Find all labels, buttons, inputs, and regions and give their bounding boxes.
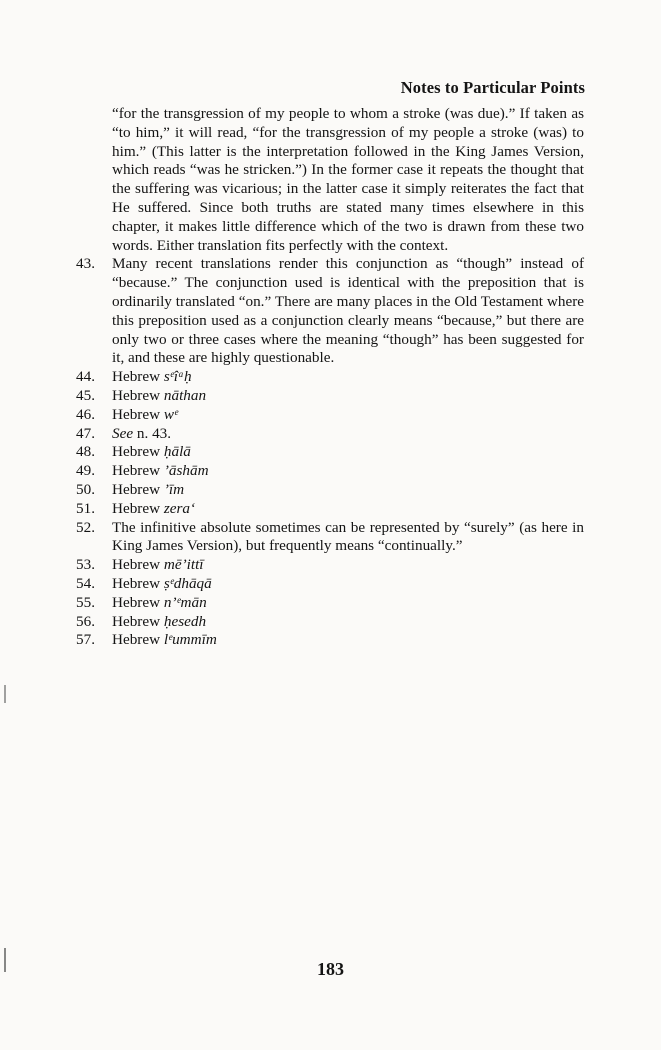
note-56 bbox=[76, 613, 584, 632]
hebrew-term: n’ᵉmān bbox=[163, 593, 207, 611]
note-52 bbox=[76, 519, 584, 557]
page-edge-mark bbox=[4, 948, 6, 972]
note-prefix: Hebrew bbox=[112, 499, 164, 517]
note-prefix: Hebrew bbox=[112, 462, 164, 480]
hebrew-term: sᵉîᵃḥ bbox=[163, 368, 192, 386]
note-text bbox=[112, 387, 584, 406]
note-number: 53. bbox=[76, 556, 95, 574]
note-prefix: Hebrew bbox=[112, 612, 164, 630]
note-text bbox=[112, 481, 584, 500]
hebrew-term: ṣᵉdhāqā bbox=[163, 574, 212, 592]
note-53 bbox=[76, 556, 584, 575]
see-reference: See bbox=[112, 424, 134, 442]
note-number: 55. bbox=[76, 593, 95, 611]
note-number: 43. bbox=[76, 255, 95, 273]
note-prefix: Hebrew bbox=[112, 593, 164, 611]
page-number: 183 bbox=[317, 959, 344, 979]
note-46 bbox=[76, 406, 584, 425]
note-text bbox=[112, 368, 584, 387]
notes-list bbox=[76, 105, 584, 650]
note-55 bbox=[76, 594, 584, 613]
note-text bbox=[112, 575, 584, 594]
note-text: Many recent translations render this conjunction as “though” instead of “because.” The conjunction used is identical with the preposition that is ordinarily translated “on.” There are many places in the Old Testament where this preposition used as a conjunction clearly means “because,” but there are only two or three cases where the meaning “though” has been suggested for it, and these are highly questionable. bbox=[112, 255, 584, 367]
note-number: 57. bbox=[76, 631, 95, 649]
note-prefix: Hebrew bbox=[112, 368, 164, 386]
note-number: 50. bbox=[76, 480, 95, 498]
note-prefix: Hebrew bbox=[112, 405, 164, 423]
note-number: 48. bbox=[76, 443, 95, 461]
note-45 bbox=[76, 387, 584, 406]
note-number: 44. bbox=[76, 368, 95, 386]
note-prefix: Hebrew bbox=[112, 556, 164, 574]
note-57 bbox=[76, 631, 584, 650]
note-text bbox=[112, 406, 584, 425]
note-prefix: Hebrew bbox=[112, 443, 164, 461]
note-number: 49. bbox=[76, 462, 95, 480]
hebrew-term: ḥālā bbox=[163, 443, 191, 461]
note-text bbox=[112, 631, 584, 650]
note-text bbox=[112, 443, 584, 462]
hebrew-term: zera‘ bbox=[163, 499, 196, 517]
note-number: 51. bbox=[76, 499, 95, 517]
note-number: 56. bbox=[76, 612, 95, 630]
hebrew-term: ḥesedh bbox=[163, 612, 207, 630]
note-43 bbox=[76, 255, 584, 368]
hebrew-term: nāthan bbox=[163, 386, 207, 404]
note-prefix: Hebrew bbox=[112, 631, 164, 649]
hebrew-term: ’āshām bbox=[163, 462, 209, 480]
page-edge-mark bbox=[4, 685, 6, 703]
note-49 bbox=[76, 462, 584, 481]
note-text bbox=[112, 613, 584, 632]
note-50 bbox=[76, 481, 584, 500]
note-number: 54. bbox=[76, 574, 95, 592]
note-prefix: Hebrew bbox=[112, 386, 164, 404]
note-text bbox=[112, 425, 584, 444]
note-47 bbox=[76, 425, 584, 444]
note-54 bbox=[76, 575, 584, 594]
hebrew-term: mē’ittī bbox=[163, 556, 204, 574]
note-text bbox=[112, 500, 584, 519]
note-text bbox=[112, 556, 584, 575]
running-head: Notes to Particular Points bbox=[400, 78, 585, 97]
hebrew-term: ’īm bbox=[163, 480, 185, 498]
note-48 bbox=[76, 443, 584, 462]
note-continuation bbox=[76, 105, 584, 255]
note-51 bbox=[76, 500, 584, 519]
note-prefix: Hebrew bbox=[112, 480, 164, 498]
note-text: The infinitive absolute sometimes can be represented by “surely” (as here in King James Version), but frequently means “continually.” bbox=[112, 518, 584, 555]
note-text bbox=[112, 462, 584, 481]
note-number: 47. bbox=[76, 424, 95, 442]
note-text: “for the transgression of my people to whom a stroke (was due).” If taken as “to him,” it will read, “for the transgression of my people a stroke (was) to him.” (This latter is the interpretation followed in the King James Version, which reads “was he stricken.”) In the former case it repeats the thought that the suffering was vicarious; in the latter case it simply reiterates the fact that He suffered. Since both truths are stated many times elsewhere in this chapter, it makes little difference which of the two is drawn from these two words. Either translation fits perfectly with the context. bbox=[112, 105, 584, 254]
hebrew-term: lᵉummīm bbox=[163, 631, 217, 649]
note-number: 45. bbox=[76, 386, 95, 404]
note-number: 46. bbox=[76, 405, 95, 423]
note-reference: n. 43. bbox=[133, 424, 172, 442]
note-44 bbox=[76, 368, 584, 387]
note-prefix: Hebrew bbox=[112, 574, 164, 592]
note-text bbox=[112, 594, 584, 613]
hebrew-term: wᵉ bbox=[163, 405, 178, 423]
note-number: 52. bbox=[76, 518, 95, 536]
